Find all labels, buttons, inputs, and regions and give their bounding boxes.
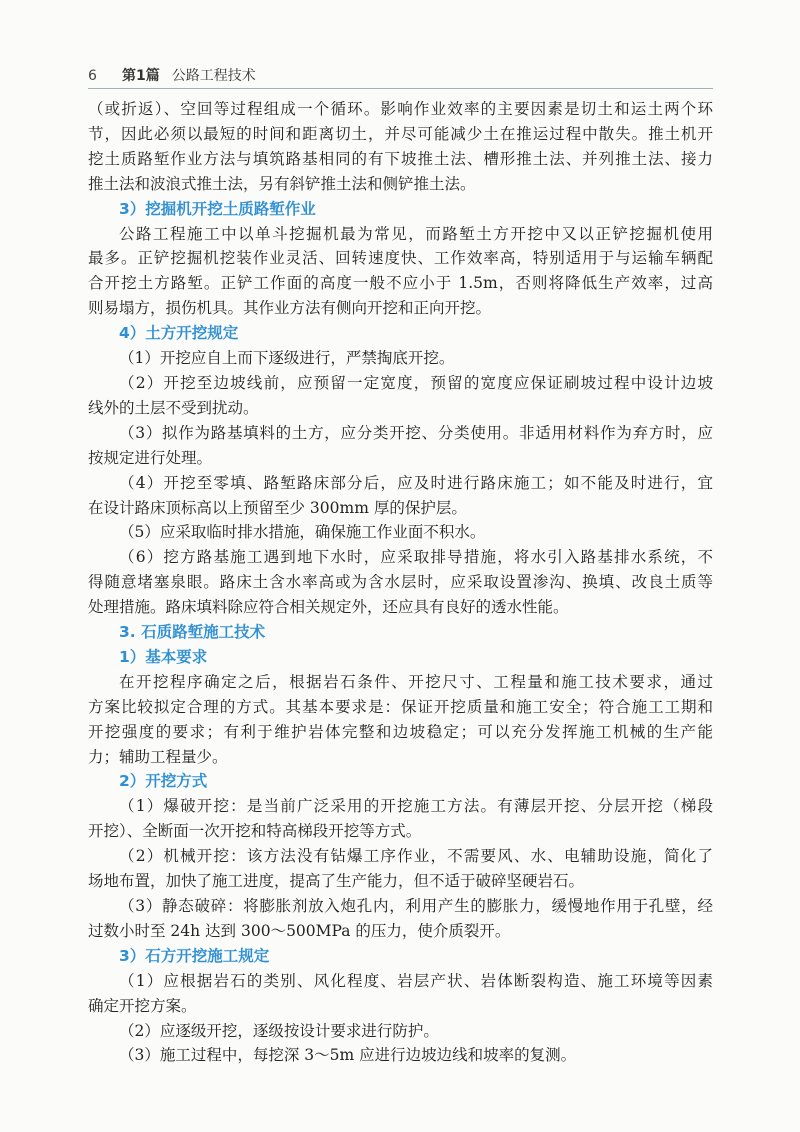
text-line: 节，因此必须以最短的时间和距离切土，并尽可能减少土在推运过程中散失。推土机开 (88, 124, 713, 143)
text-line: （2）开挖至边坡线前，应预留一定宽度，预留的宽度应保证刷坡过程中设计边坡 (119, 373, 713, 392)
chapter-heading-rock-cutting: 3. 石质路堑施工技术 (119, 623, 266, 642)
text-line: （2）机械开挖：该方法没有钻爆工序作业，不需要风、水、电辅助设施，简化了 (119, 847, 713, 866)
list-item (88, 371, 713, 421)
list-item (88, 421, 713, 471)
list-item (88, 520, 713, 545)
list-earth-rules (88, 346, 713, 620)
part-label: 第1篇 (122, 68, 160, 84)
section-heading-methods: 2）开挖方式 (119, 772, 208, 791)
text-line: （1）爆破开挖：是当前广泛采用的开挖施工方法。有薄层开挖、分层开挖（梯段 (119, 797, 713, 816)
text-line: 合开挖土方路堑。正铲工作面的高度一般不应小于 1.5m，否则将降低生产效率，过高 (88, 274, 713, 293)
text-line: 公路工程施工中以单斗挖掘机最为常见，而路堑土方开挖中又以正铲挖掘机使用 (119, 224, 713, 243)
page-number: 6 (88, 68, 97, 84)
text-line: 得随意堵塞泉眼。路床土含水率高或为含水层时，应采取设置渗沟、换填、改良土质等 (88, 573, 713, 592)
running-header (88, 64, 713, 89)
text-line: 在开挖程序确定之后，根据岩石条件、开挖尺寸、工程量和施工技术要求，通过 (119, 672, 713, 691)
text-line: 场地布置，加快了施工进度，提高了生产能力，但不适于破碎坚硬岩石。 (88, 872, 585, 891)
text-line: （2）应逐级开挖，逐级按设计要求进行防护。 (119, 1021, 439, 1040)
page-body (88, 97, 713, 1068)
text-line: 推土法和波浪式推土法，另有斜铲推土法和侧铲推土法。 (88, 174, 476, 193)
list-item (88, 894, 713, 944)
text-line: 则易塌方，损伤机具。其作业方法有侧向开挖和正向开挖。 (88, 299, 492, 318)
text-line: 过数小时至 24h 达到 300～500MPa 的压力，使介质裂开。 (88, 921, 511, 940)
text-line: （1）应根据岩石的类别、风化程度、岩层产状、岩体断裂构造、施工环境等因素 (119, 971, 713, 990)
list-item (88, 545, 713, 620)
text-line: 开挖强度的要求；有利于维护岩体完整和边坡稳定；可以充分发挥施工机械的生产能 (88, 722, 713, 741)
paragraph-excavator (88, 222, 713, 322)
text-line: 按规定进行处理。 (88, 448, 213, 467)
list-item (88, 346, 713, 371)
text-line: 开挖）、全断面一次开挖和特高梯段开挖等方式。 (88, 822, 422, 841)
text-line: 线外的土层不受到扰动。 (88, 398, 259, 417)
text-line: 力；辅助工程量少。 (88, 747, 228, 766)
text-line: （3）静态破碎：将膨胀剂放入炮孔内，利用产生的膨胀力，缓慢地作用于孔壁，经 (119, 897, 713, 915)
section-heading-excavator: 3）挖掘机开挖土质路堑作业 (119, 199, 316, 218)
text-line: 在设计路床顶标高以上预留至少 300mm 厚的保护层。 (88, 498, 467, 517)
list-item (88, 1019, 713, 1044)
list-rock-rules (88, 969, 713, 1069)
text-line: 确定开挖方案。 (88, 996, 197, 1015)
text-line: （1）开挖应自上而下逐级进行，严禁掏底开挖。 (119, 349, 455, 368)
part-title: 公路工程技术 (171, 68, 256, 84)
section-heading-basic-requirements: 1）基本要求 (119, 647, 208, 666)
section-heading-earth-rules: 4）土方开挖规定 (119, 324, 239, 343)
list-item (88, 794, 713, 844)
list-item (88, 969, 713, 1019)
list-methods (88, 794, 713, 943)
text-line: （6）挖方路基施工遇到地下水时，应采取排导措施，将水引入路基排水系统，不 (119, 548, 713, 567)
paragraph-basic-requirements (88, 670, 713, 770)
list-item (88, 1043, 713, 1068)
text-line: （4）开挖至零填、路堑路床部分后，应及时进行路床施工；如不能及时进行，宜 (119, 473, 713, 492)
text-line: （5）应采取临时排水措施，确保施工作业面不积水。 (119, 523, 486, 542)
paragraph-intro (88, 97, 713, 197)
text-line: 挖土质路堑作业方法与填筑路基相同的有下坡推土法、槽形推土法、并列推土法、接力 (88, 149, 713, 168)
text-line: 方案比较拟定合理的方式。其基本要求是：保证开挖质量和施工安全；符合施工工期和 (88, 697, 713, 716)
text-line: 处理措施。路床填料除应符合相关规定外，还应具有良好的透水性能。 (88, 598, 569, 617)
text-line: （3）施工过程中，每挖深 3～5m 应进行边坡边线和坡率的复测。 (119, 1046, 577, 1065)
list-item (88, 471, 713, 521)
text-line: （或折返）、空回等过程组成一个循环。影响作业效率的主要因素是切土和运土两个环 (88, 100, 713, 118)
text-line: 最多。正铲挖掘机挖装作业灵活、回转速度快、工作效率高，特别适用于与运输车辆配 (88, 249, 713, 268)
section-heading-rock-rules: 3）石方开挖施工规定 (119, 946, 270, 965)
text-line: （3）拟作为路基填料的土方，应分类开挖、分类使用。非适用材料作为弃方时，应 (119, 423, 713, 442)
list-item (88, 844, 713, 894)
